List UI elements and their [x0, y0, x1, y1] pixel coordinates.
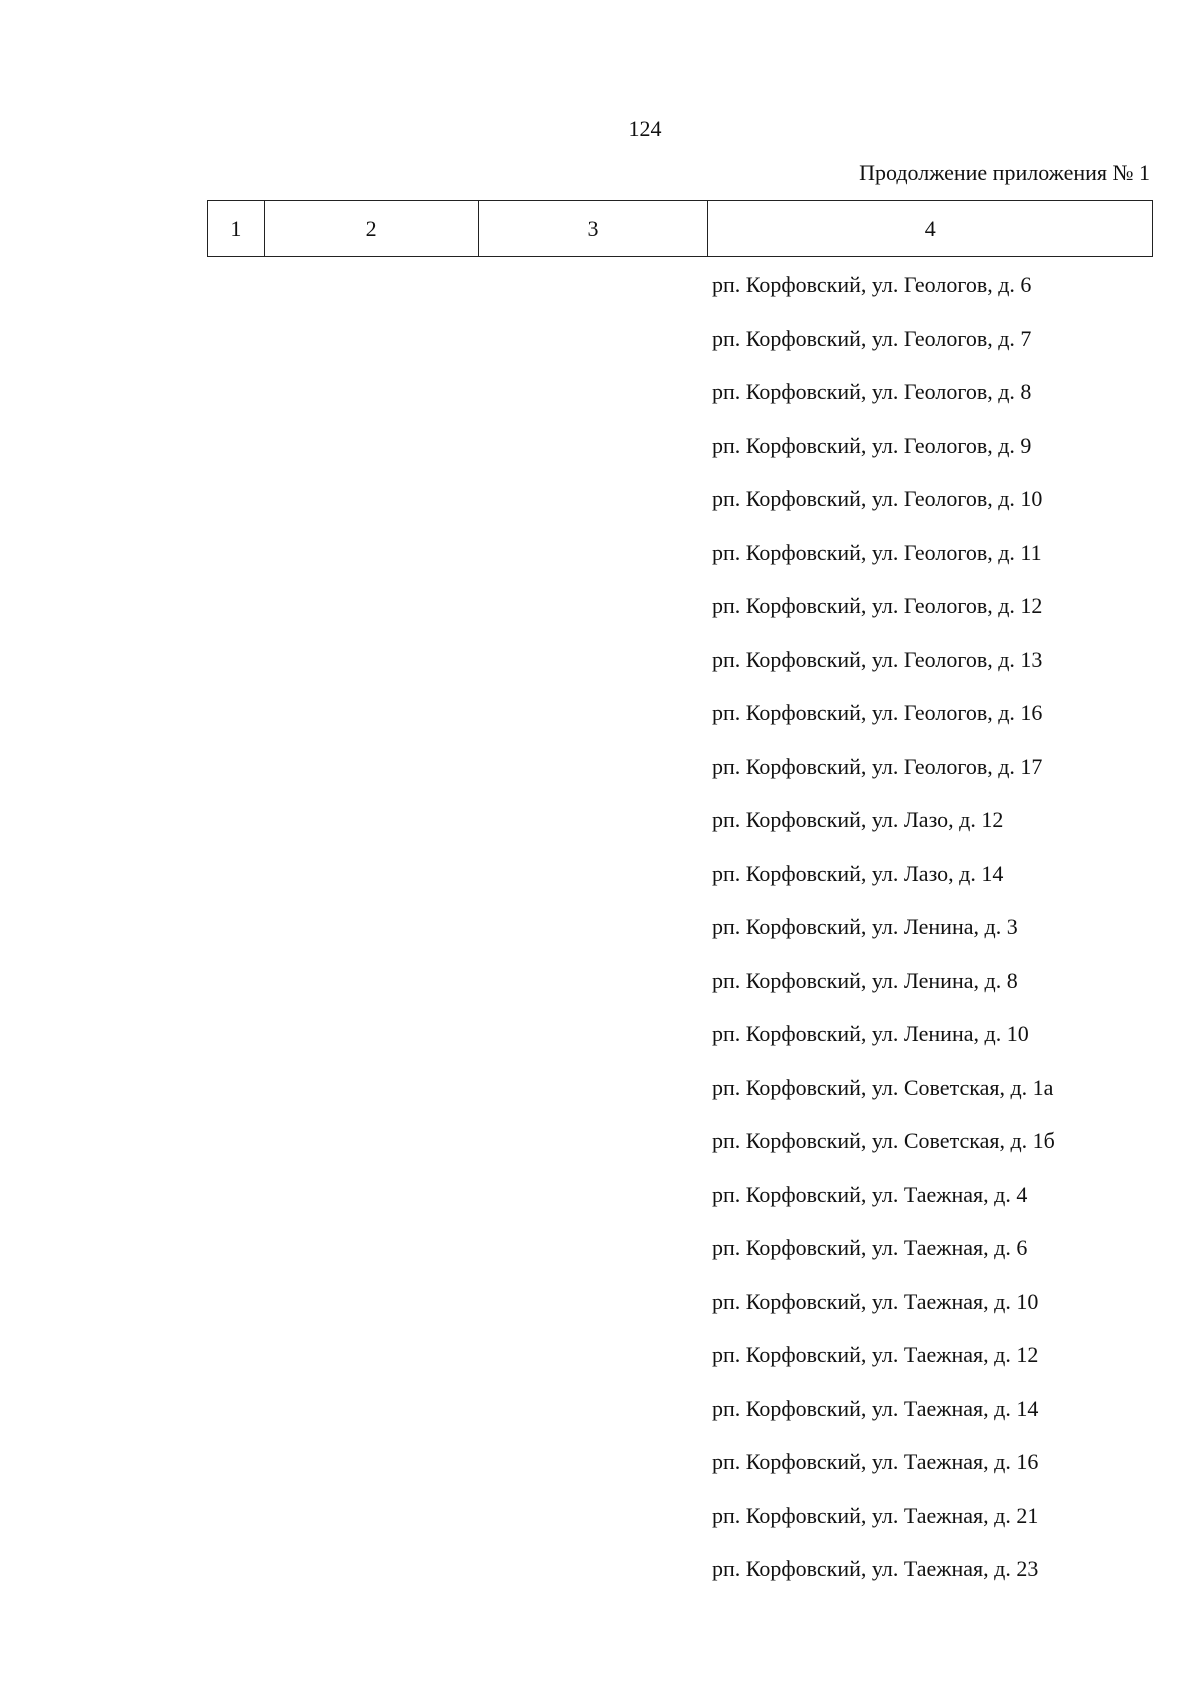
address-item: рп. Корфовский, ул. Геологов, д. 17 [712, 753, 1043, 779]
address-item: рп. Корфовский, ул. Таежная, д. 4 [712, 1181, 1028, 1207]
address-item: рп. Корфовский, ул. Лазо, д. 12 [712, 807, 1004, 832]
column-header-4: 4 [708, 201, 1153, 257]
address-item: рп. Корфовский, ул. Лазо, д. 14 [712, 860, 1004, 886]
address-item: рп. Корфовский, ул. Геологов, д. 11 [712, 539, 1042, 565]
column-header-3: 3 [478, 201, 708, 257]
address-item: рп. Корфовский, ул. Ленина, д. 10 [712, 1021, 1029, 1046]
address-item: рп. Корфовский, ул. Геологов, д. 12 [712, 593, 1043, 618]
address-item: рп. Корфовский, ул. Геологов, д. 9 [712, 432, 1032, 458]
address-item: рп. Корфовский, ул. Таежная, д. 12 [712, 1342, 1039, 1367]
page-number: 124 [628, 116, 662, 141]
address-item: рп. Корфовский, ул. Геологов, д. 6 [712, 272, 1032, 297]
address-item: рп. Корфовский, ул. Ленина, д. 8 [712, 967, 1018, 993]
appendix-note: Продолжение приложения № 1 [859, 160, 1150, 185]
address-item: рп. Корфовский, ул. Таежная, д. 23 [712, 1556, 1039, 1581]
address-item: рп. Корфовский, ул. Таежная, д. 16 [712, 1449, 1039, 1474]
column-header-2: 2 [264, 201, 478, 257]
address-item: рп. Корфовский, ул. Ленина, д. 3 [712, 914, 1018, 939]
address-item: рп. Корфовский, ул. Таежная, д. 14 [712, 1395, 1039, 1421]
column-header-row [208, 201, 1153, 257]
column-header-table [207, 200, 1153, 257]
address-item: рп. Корфовский, ул. Геологов, д. 13 [712, 646, 1043, 672]
address-item: рп. Корфовский, ул. Геологов, д. 7 [712, 325, 1032, 351]
address-item: рп. Корфовский, ул. Геологов, д. 10 [712, 486, 1043, 511]
address-item: рп. Корфовский, ул. Геологов, д. 16 [712, 700, 1043, 725]
address-item: рп. Корфовский, ул. Советская, д. 1а [712, 1074, 1054, 1100]
address-item: рп. Корфовский, ул. Таежная, д. 21 [712, 1502, 1039, 1528]
address-item: рп. Корфовский, ул. Геологов, д. 8 [712, 379, 1032, 404]
address-item: рп. Корфовский, ул. Таежная, д. 6 [712, 1235, 1028, 1260]
address-item: рп. Корфовский, ул. Таежная, д. 10 [712, 1288, 1039, 1314]
column-header-1: 1 [208, 201, 265, 257]
address-item: рп. Корфовский, ул. Советская, д. 1б [712, 1128, 1055, 1153]
address-list [712, 270, 1055, 1608]
